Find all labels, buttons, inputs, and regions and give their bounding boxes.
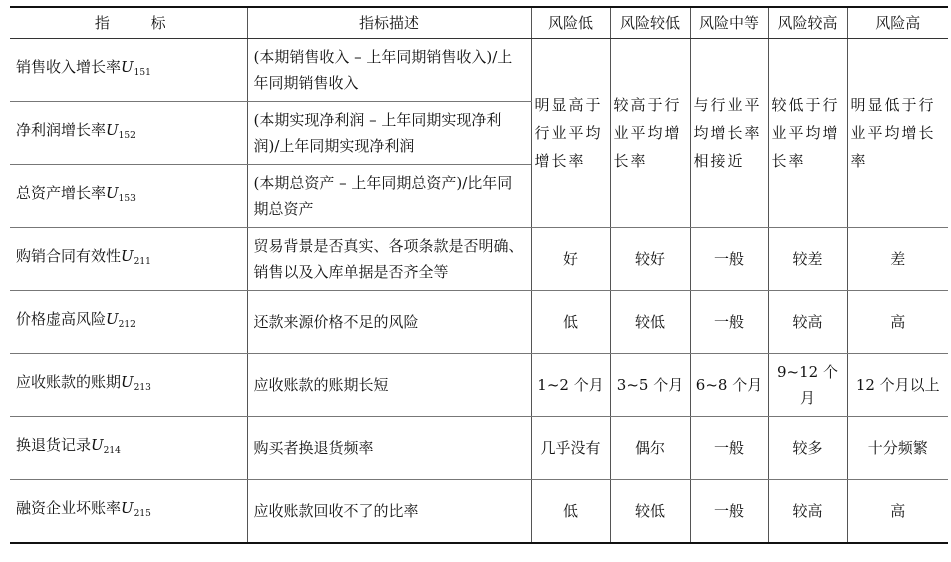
level-higher-cell: 9~12 个月 xyxy=(768,354,847,417)
indicator-description: 应收账款回收不了的比率 xyxy=(247,480,531,543)
indicator-description: (本期实现净利润 – 上年同期实现净利润)/上年同期实现净利润 xyxy=(247,102,531,165)
level-high-cell: 高 xyxy=(847,480,948,543)
indicator-name: 总资产增长率$U_{153}$ xyxy=(10,165,247,228)
header-level-lower: 风险较低 xyxy=(610,7,690,39)
indicator-name: 价格虚高风险$U_{212}$ xyxy=(10,291,247,354)
level-lower-cell: 3~5 个月 xyxy=(610,354,690,417)
level-high-cell: 高 xyxy=(847,291,948,354)
table-row xyxy=(10,291,948,354)
table-row xyxy=(10,39,948,102)
level-lower-cell: 偶尔 xyxy=(610,417,690,480)
level-lower-cell: 较低 xyxy=(610,291,690,354)
indicator-name: 购销合同有效性$U_{211}$ xyxy=(10,228,247,291)
level-high-cell: 十分频繁 xyxy=(847,417,948,480)
level-high-cell: 12 个月以上 xyxy=(847,354,948,417)
level-low-cell: 好 xyxy=(531,228,610,291)
level-medium-cell: 6~8 个月 xyxy=(690,354,768,417)
level-medium-cell: 一般 xyxy=(690,291,768,354)
table-row xyxy=(10,354,948,417)
level-lower-cell: 较好 xyxy=(610,228,690,291)
level-low-cell: 1~2 个月 xyxy=(531,354,610,417)
level-high-cell: 明显低于行业平均增长率 xyxy=(847,39,948,228)
level-higher-cell: 较差 xyxy=(768,228,847,291)
level-higher-cell: 较高 xyxy=(768,291,847,354)
table-row xyxy=(10,480,948,543)
indicator-description: (本期销售收入 – 上年同期销售收入)/上年同期销售收入 xyxy=(247,39,531,102)
indicator-description: 购买者换退货频率 xyxy=(247,417,531,480)
level-low-cell: 低 xyxy=(531,480,610,543)
indicator-name: 融资企业坏账率$U_{215}$ xyxy=(10,480,247,543)
risk-indicator-table xyxy=(10,6,948,544)
table-row xyxy=(10,417,948,480)
level-higher-cell: 较高 xyxy=(768,480,847,543)
header-description: 指标描述 xyxy=(247,7,531,39)
indicator-name: 应收账款的账期$U_{213}$ xyxy=(10,354,247,417)
header-indicator: 指 标 xyxy=(10,7,247,39)
indicator-description: 应收账款的账期长短 xyxy=(247,354,531,417)
indicator-name: 净利润增长率$U_{152}$ xyxy=(10,102,247,165)
indicator-description: 贸易背景是否真实、各项条款是否明确、销售以及入库单据是否齐全等 xyxy=(247,228,531,291)
header-level-higher: 风险较高 xyxy=(768,7,847,39)
indicator-name: 销售收入增长率$U_{151}$ xyxy=(10,39,247,102)
indicator-description: 还款来源价格不足的风险 xyxy=(247,291,531,354)
level-high-cell: 差 xyxy=(847,228,948,291)
table-row xyxy=(10,228,948,291)
level-lower-cell: 较低 xyxy=(610,480,690,543)
level-low-cell: 低 xyxy=(531,291,610,354)
header-level-medium: 风险中等 xyxy=(690,7,768,39)
level-medium-cell: 与行业平均增长率相接近 xyxy=(690,39,768,228)
level-low-cell: 明显高于行业平均增长率 xyxy=(531,39,610,228)
level-medium-cell: 一般 xyxy=(690,417,768,480)
level-low-cell: 几乎没有 xyxy=(531,417,610,480)
level-medium-cell: 一般 xyxy=(690,228,768,291)
header-level-high: 风险高 xyxy=(847,7,948,39)
level-higher-cell: 较低于行业平均增长率 xyxy=(768,39,847,228)
header-row xyxy=(10,7,948,39)
level-lower-cell: 较高于行业平均增长率 xyxy=(610,39,690,228)
indicator-description: (本期总资产 – 上年同期总资产)/比年同期总资产 xyxy=(247,165,531,228)
indicator-name: 换退货记录$U_{214}$ xyxy=(10,417,247,480)
level-higher-cell: 较多 xyxy=(768,417,847,480)
level-medium-cell: 一般 xyxy=(690,480,768,543)
header-level-low: 风险低 xyxy=(531,7,610,39)
